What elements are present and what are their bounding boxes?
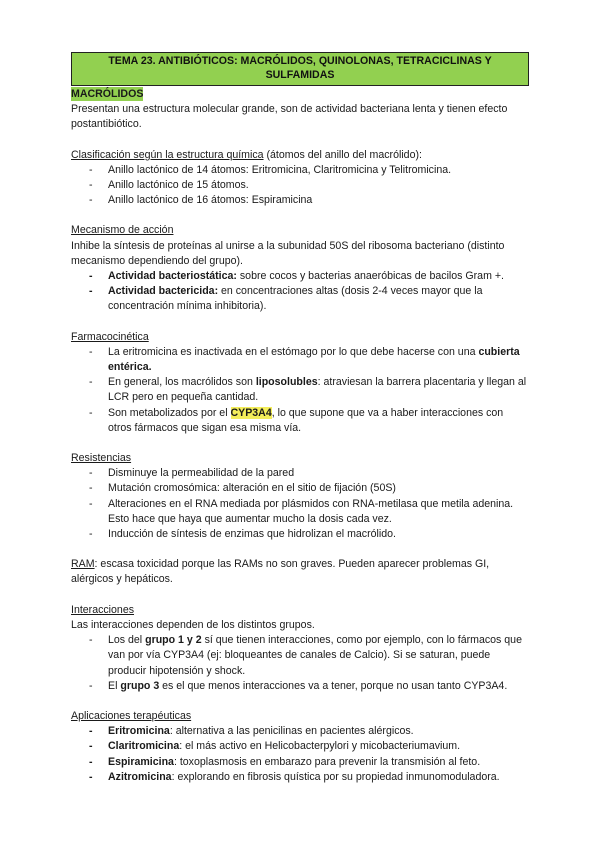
- list-item: - Son metabolizados por el CYP3A4, lo que supone que va a haber interacciones con otros fármacos que sigan esa misma vía.: [89, 406, 504, 434]
- list-item: - Anillo lactónico de 15 átomos.: [89, 179, 249, 192]
- mecanismo-list: [71, 269, 529, 315]
- list-item: - Azitromicina: explorando en fibrosis quística por su propiedad inmunomoduladora.: [89, 770, 500, 783]
- resistencias-heading: Resistencias: [71, 452, 132, 465]
- list-item: - Eritromicina: alternativa a las penicilinas en pacientes alérgicos.: [89, 725, 414, 738]
- list-item: - En general, los macrólidos son liposolubles: atraviesan la barrera placentaria y llegan al LCR pero en pequeña cantidad.: [89, 376, 527, 404]
- aplicaciones-heading: Aplicaciones terapéuticas: [71, 709, 192, 722]
- list-item: - Anillo lactónico de 16 átomos: Espiramicina: [89, 194, 313, 207]
- list-item: - El grupo 3 es el que menos interacciones va a tener, porque no usan tanto CYP3A4.: [89, 679, 508, 692]
- document-page: [71, 52, 529, 785]
- clasificacion-heading-line: Clasificación según la estructura química (átomos del anillo del macrólido):: [71, 148, 422, 161]
- ram-label: RAM: [71, 558, 95, 571]
- clasificacion-heading: Clasificación según la estructura química: [71, 148, 264, 161]
- ram-paragraph: RAM: escasa toxicidad porque las RAMs no son graves. Pueden aparecer problemas GI, alérgicos y hepáticos.: [71, 558, 490, 586]
- interacciones-text: Las interacciones dependen de los distintos grupos.: [71, 618, 315, 631]
- mecanismo-text: Inhibe la síntesis de proteínas al unirse a la subunidad 50S del ribosoma bacteriano (distinto mecanismo dependiendo del grupo).: [71, 239, 505, 267]
- mecanismo-heading: Mecanismo de acción: [71, 224, 174, 237]
- list-item: - Los del grupo 1 y 2 sí que tienen interacciones, como por ejemplo, con lo fármacos que van por vía CYP3A4 (ej: bloqueantes de canales de Calcio). Si se saturan, puede producir hipotensión y shock.: [89, 634, 522, 677]
- intro-paragraph: Presentan una estructura molecular grande, son de actividad bacteriana lenta y tienen efecto postantibiótico.: [71, 103, 508, 131]
- interacciones-heading: Interacciones: [71, 603, 135, 616]
- section-heading-macrolidos: MACRÓLIDOS: [71, 88, 144, 100]
- list-item: - Disminuye la permeabilidad de la pared: [89, 467, 295, 480]
- list-item: - Inducción de síntesis de enzimas que hidrolizan el macrólido.: [89, 528, 396, 541]
- farmacocinetica-list: [71, 345, 529, 436]
- list-item: - Alteraciones en el RNA mediada por plásmidos con RNA-metilasa que metila adenina. Esto hace que haya que aumentar mucho la dosis cada vez.: [89, 497, 514, 525]
- document-title: TEMA 23. ANTIBIÓTICOS: MACRÓLIDOS, QUINOLONAS, TETRACICLINAS Y SULFAMIDAS: [71, 52, 529, 86]
- list-item: - Espiramicina: toxoplasmosis en embarazo para prevenir la transmisión al feto.: [89, 755, 481, 768]
- list-item: - Claritromicina: el más activo en Helicobacterpylori y micobacteriumavium.: [89, 740, 461, 753]
- resistencias-list: [71, 466, 529, 542]
- list-item: - Anillo lactónico de 14 átomos: Eritromicina, Claritromicina y Telitromicina.: [89, 163, 452, 176]
- cyp3a4-highlight: CYP3A4: [230, 406, 272, 419]
- aplicaciones-list: [71, 724, 529, 785]
- farmacocinetica-heading: Farmacocinética: [71, 330, 149, 343]
- list-item: - Mutación cromosómica: alteración en el sitio de fijación (50S): [89, 482, 396, 495]
- list-item: - Actividad bactericida: en concentraciones altas (dosis 2-4 veces mayor que la concentración mínima inhibitoria).: [89, 285, 483, 313]
- list-item: - Actividad bacteriostática: sobre cocos y bacterias anaeróbicas de bacilos Gram +.: [89, 270, 504, 283]
- list-item: - La eritromicina es inactivada en el estómago por lo que debe hacerse con una cubierta entérica.: [89, 345, 520, 374]
- clasificacion-list: [71, 163, 529, 209]
- interacciones-list: [71, 633, 529, 694]
